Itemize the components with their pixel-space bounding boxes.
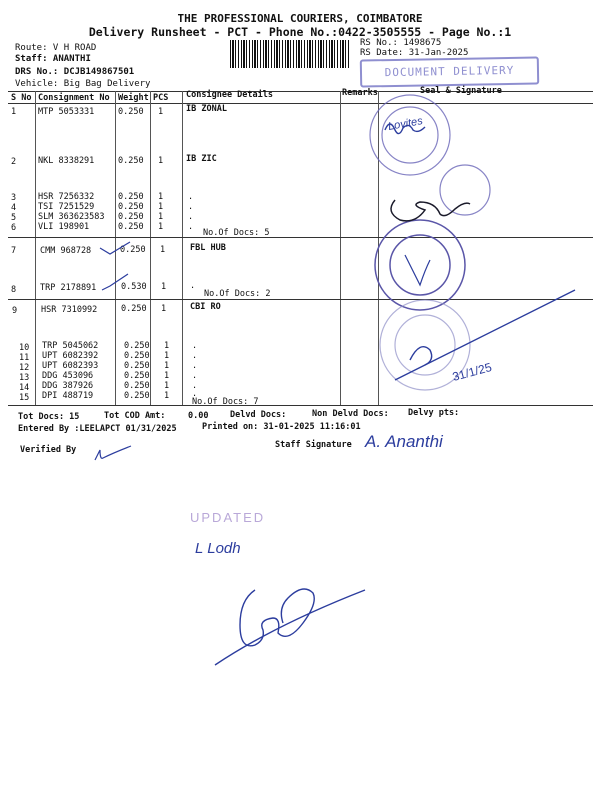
row-consignment: UPT 6082393 — [42, 361, 99, 371]
row-pcs: 1 — [158, 107, 164, 117]
non-delivered-docs-label: Non Delvd Docs: — [312, 409, 389, 419]
row-consignment: TRP 5045062 — [42, 341, 99, 351]
row-consignee: . — [190, 281, 196, 291]
total-docs: Tot Docs: 15 — [18, 412, 80, 422]
row-consignment: TSI 7251529 — [38, 202, 95, 212]
tick-mark — [102, 274, 128, 290]
row-consignment: VLI 198901 — [38, 222, 90, 232]
row-consignment: CMM 968728 — [40, 246, 92, 256]
group-doc-count: No.Of Docs: 2 — [204, 289, 271, 299]
row-weight: 0.250 — [124, 381, 150, 391]
row-sno: 13 — [19, 373, 30, 383]
row-sno: 11 — [19, 353, 30, 363]
row-consignment: MTP 5053331 — [38, 107, 95, 117]
row-pcs: 1 — [164, 371, 170, 381]
verified-by-label: Verified By — [20, 445, 77, 455]
row-sno: 10 — [19, 343, 30, 353]
row-pcs: 1 — [158, 222, 164, 232]
row-pcs: 1 — [164, 341, 170, 351]
row-consignment: HSR 7310992 — [41, 305, 98, 315]
handwritten-date: 31/1/25 — [450, 360, 494, 384]
total-cod-value: 0.00 — [188, 411, 209, 421]
row-pcs: 1 — [158, 192, 164, 202]
updated-initials: L Lodh — [195, 540, 241, 557]
col-weight: Weight — [118, 93, 149, 103]
row-weight: 0.250 — [124, 351, 150, 361]
row-pcs: 1 — [164, 351, 170, 361]
row-consignee: . — [192, 341, 198, 351]
round-seal-3 — [375, 220, 465, 310]
row-consignment: UPT 6082392 — [42, 351, 99, 361]
route-label: Route: V H ROAD — [15, 43, 97, 53]
row-consignee: FBL HUB — [190, 243, 226, 253]
row-consignee: . — [192, 371, 198, 381]
col-consignee: Consignee Details — [186, 90, 273, 100]
tick-mark — [100, 242, 130, 254]
row-consignment: DDG 387926 — [42, 381, 94, 391]
row-weight: 0.250 — [118, 192, 144, 202]
row-pcs: 1 — [160, 245, 166, 255]
row-consignee: . — [192, 389, 198, 399]
group-doc-count: No.Of Docs: 7 — [192, 397, 259, 407]
staff-signature: A. Ananthi — [365, 432, 443, 451]
row-sno: 15 — [19, 393, 30, 403]
entered-by: Entered By :LEELAPCT 01/31/2025 — [18, 424, 177, 434]
row-consignee: . — [188, 192, 194, 202]
row-weight: 0.250 — [118, 222, 144, 232]
rs-number: RS No.: 1498675 — [360, 38, 442, 48]
delivery-stamp: DOCUMENT DELIVERY — [360, 56, 539, 87]
col-remarks: Remarks — [342, 88, 378, 98]
round-seal-1 — [370, 95, 450, 175]
total-cod-label: Tot COD Amt: — [104, 411, 166, 421]
col-sno: S No — [11, 93, 32, 103]
staff-label: Staff: ANANTHI — [15, 54, 91, 64]
drs-value: DCJB149867501 — [63, 67, 135, 77]
row-sno: 4 — [11, 203, 17, 213]
row-pcs: 1 — [158, 212, 164, 222]
row-consignee: . — [188, 202, 194, 212]
row-consignment: TRP 2178891 — [40, 283, 97, 293]
delivered-docs-label: Delvd Docs: — [230, 410, 287, 420]
row-weight: 0.250 — [121, 304, 147, 314]
col-consignment: Consignment No — [38, 93, 110, 103]
company-title: THE PROFESSIONAL COURIERS, COIMBATORE — [177, 12, 423, 25]
row-weight: 0.250 — [124, 341, 150, 351]
row-pcs: 1 — [164, 391, 170, 401]
row-sno: 7 — [11, 246, 17, 256]
row-consignment: NKL 8338291 — [38, 156, 95, 166]
row-weight: 0.250 — [118, 202, 144, 212]
row-consignment: DPI 488719 — [42, 391, 94, 401]
row-sno: 3 — [11, 193, 17, 203]
row-weight: 0.250 — [118, 156, 144, 166]
row-sno: 5 — [11, 213, 17, 223]
row-sno: 9 — [12, 306, 18, 316]
row-consignee: . — [192, 381, 198, 391]
row-weight: 0.250 — [118, 107, 144, 117]
round-seal-2 — [440, 165, 490, 215]
row-sno: 12 — [19, 363, 30, 373]
row-consignee: . — [188, 212, 194, 222]
row-sno: 8 — [11, 285, 17, 295]
row-pcs: 1 — [158, 202, 164, 212]
row-weight: 0.250 — [124, 371, 150, 381]
delivery-points-label: Delvy pts: — [408, 408, 460, 418]
printed-on: Printed on: 31-01-2025 11:16:01 — [202, 422, 361, 432]
row-consignee: . — [192, 351, 198, 361]
signature-row7 — [405, 255, 430, 285]
col-seal: Seal & Signature — [420, 86, 502, 96]
row-consignee: . — [188, 222, 194, 232]
row-consignee: IB ZIC — [186, 154, 217, 164]
row-consignee: IB ZONAL — [186, 104, 227, 114]
staff-signature-label: Staff Signature — [275, 440, 352, 450]
row-weight: 0.250 — [118, 212, 144, 222]
row-pcs: 1 — [164, 381, 170, 391]
signature-rows3-6 — [391, 200, 470, 221]
row-consignee: . — [192, 361, 198, 371]
row-weight: 0.250 — [124, 361, 150, 371]
row-pcs: 1 — [161, 304, 167, 314]
row-sno: 6 — [11, 223, 17, 233]
signature-row9 — [410, 347, 432, 365]
row-pcs: 1 — [158, 156, 164, 166]
row-sno: 2 — [11, 157, 17, 167]
row-consignment: HSR 7256332 — [38, 192, 95, 202]
row-weight: 0.250 — [120, 245, 146, 255]
row-consignment: SLM 363623583 — [38, 212, 105, 222]
row-sno: 14 — [19, 383, 30, 393]
row-weight: 0.250 — [124, 391, 150, 401]
row-consignee: CBI RO — [190, 302, 221, 312]
row-sno: 1 — [11, 107, 17, 117]
runsheet-subtitle: Delivery Runsheet - PCT - Phone No.:0422-3505555 - Page No.:1 — [88, 25, 512, 39]
row-pcs: 1 — [161, 282, 167, 292]
row-pcs: 1 — [164, 361, 170, 371]
seal-signature-text: Lovites — [387, 115, 424, 133]
vehicle-label: Vehicle: Big Bag Delivery — [15, 79, 151, 89]
verified-sign — [95, 446, 131, 460]
row-weight: 0.530 — [121, 282, 147, 292]
rs-date: RS Date: 31-Jan-2025 — [360, 48, 469, 58]
group-doc-count: No.Of Docs: 5 — [203, 228, 270, 238]
drs-label: DRS No.: — [15, 67, 59, 77]
row-consignment: DDG 453096 — [42, 371, 94, 381]
bottom-signature — [215, 589, 365, 665]
col-pcs: PCS — [153, 93, 169, 103]
updated-stamp: UPDATED — [190, 510, 266, 525]
